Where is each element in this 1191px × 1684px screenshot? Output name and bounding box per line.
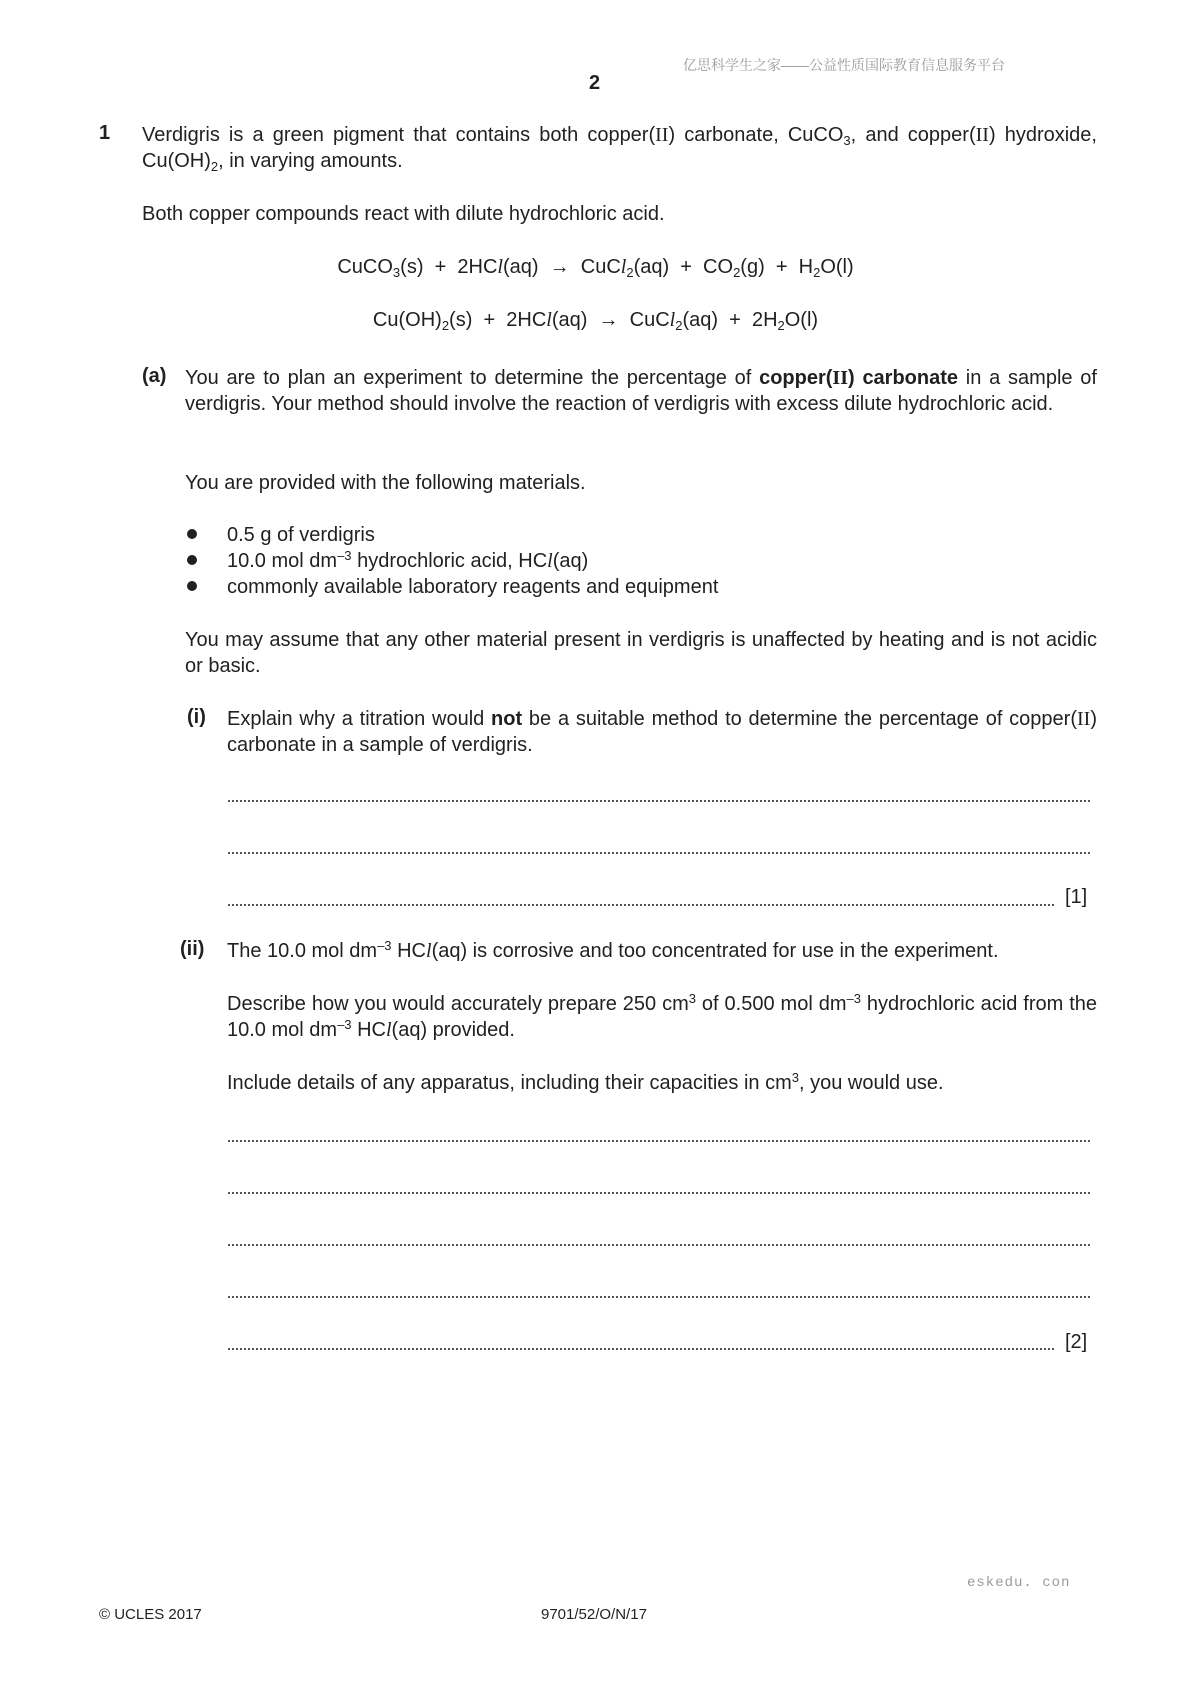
part-a-paragraph: You are to plan an experiment to determine the percentage of copper(II) carbonate in a sample of verdigris. Your method should involve the reaction of verdigris with excess dilute hydrochloric acid. bbox=[185, 367, 1097, 415]
sub-ii-line-3: Include details of any apparatus, including their capacities in $cm^3$, you would use. bbox=[227, 1070, 944, 1094]
answer-line-i-2[interactable] bbox=[228, 852, 1090, 854]
watermark-top: 亿思科学生之家——公益性质国际教育信息服务平台 bbox=[683, 57, 1005, 73]
bullet-2 bbox=[187, 555, 197, 565]
watermark-bottom: eskedu. con bbox=[967, 1575, 1071, 1591]
answer-line-ii-1[interactable] bbox=[228, 1140, 1090, 1142]
footer-copyright: © UCLES 2017 bbox=[99, 1606, 202, 1623]
answer-line-ii-4[interactable] bbox=[228, 1296, 1090, 1298]
question-number: 1 bbox=[99, 122, 111, 144]
sub-ii-line-2: Describe how you would accurately prepare 250 $cm^3$ of 0.500 mol $dm^{-3}$ hydrochloric acid from the 10.0 mol $dm^{-3}$ HCl(aq) provided. bbox=[227, 991, 1098, 1041]
material-2: 10.0 mol $dm^{-3}$ hydrochloric acid, HCl(aq) bbox=[227, 548, 589, 572]
bullet-3 bbox=[187, 581, 197, 591]
reaction-sentence: Both copper compounds react with dilute hydrochloric acid. bbox=[142, 203, 665, 225]
footer-code: 9701/52/O/N/17 bbox=[541, 1606, 647, 1623]
material-3: commonly available laboratory reagents and equipment bbox=[227, 576, 719, 598]
sub-i-question: Explain why a titration would not be a suitable method to determine the percentage of copper(II) carbonate in a sample of verdigris. bbox=[227, 708, 1097, 756]
answer-line-i-1[interactable] bbox=[228, 800, 1090, 802]
sub-i-label: (i) bbox=[187, 706, 206, 728]
material-1: 0.5 g of verdigris bbox=[227, 524, 375, 546]
sub-ii-line-1: The 10.0 mol $dm^{-3}$ HCl(aq) is corrosive and too concentrated for use in the experiment. bbox=[227, 938, 999, 962]
intro-paragraph: Verdigris is a green pigment that contains both copper(II) carbonate, CuCO$_3$, and copper(II) hydroxide, $Cu(OH)_2$, in varying amounts. bbox=[142, 124, 1097, 174]
marks-ii: [2] bbox=[1065, 1331, 1088, 1353]
bullet-1 bbox=[187, 529, 197, 539]
marks-i: [1] bbox=[1065, 886, 1088, 908]
answer-line-ii-2[interactable] bbox=[228, 1192, 1090, 1194]
sub-ii-label: (ii) bbox=[180, 938, 205, 960]
answer-line-i-3[interactable] bbox=[228, 904, 1054, 906]
equation-1: CuCO$_3$(s) + 2HCl(aq) → CuCl$_2$(aq) + $CO_2(g) + H_2O(l)$ bbox=[337, 256, 854, 280]
materials-intro: You are provided with the following materials. bbox=[185, 472, 586, 494]
answer-line-ii-3[interactable] bbox=[228, 1244, 1090, 1246]
equation-2: $Cu(OH)_2(s) + 2HCl(aq)$ → CuCl$_2$(aq) + $2H_2O(l)$ bbox=[372, 309, 819, 333]
part-a-label: (a) bbox=[142, 365, 167, 387]
assumption-paragraph: You may assume that any other material present in verdigris is unaffected by heating and is not acidic or basic. bbox=[185, 629, 1097, 677]
page-number: 2 bbox=[589, 72, 601, 94]
answer-line-ii-5[interactable] bbox=[228, 1348, 1054, 1350]
